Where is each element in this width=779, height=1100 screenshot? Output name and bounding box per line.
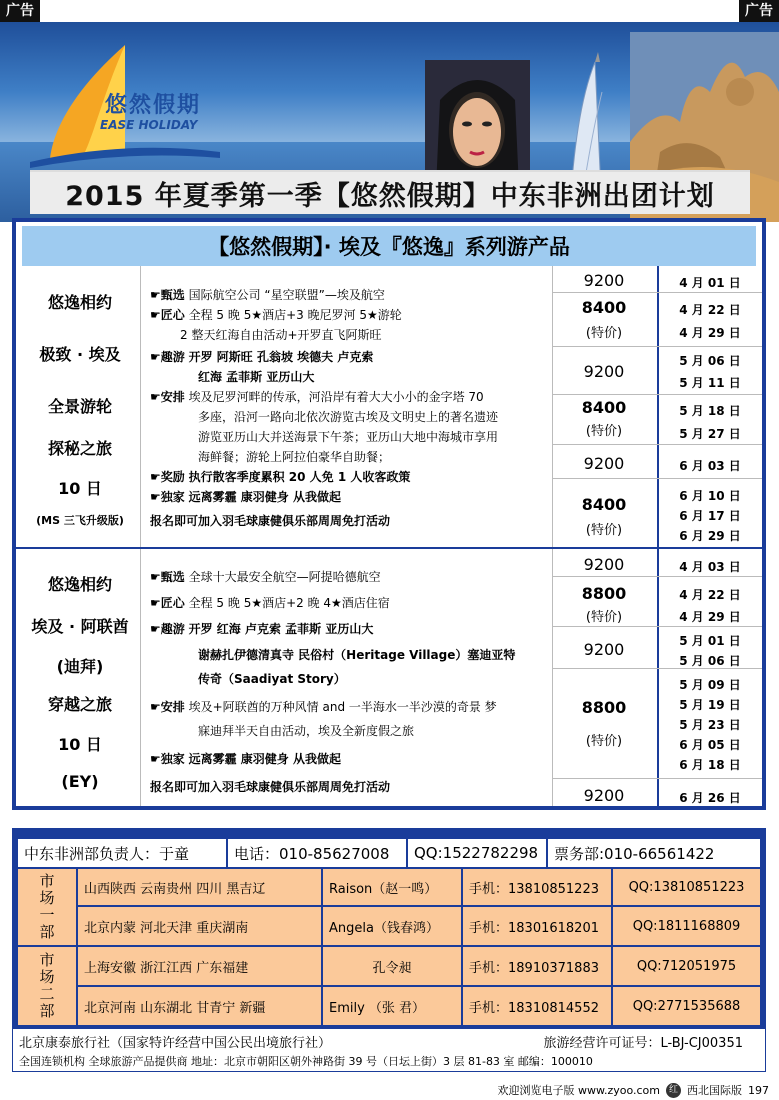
manager-info: 中东非洲部负责人：于童 xyxy=(17,838,227,868)
tour1-item: ☛匠心 全程 5 晚 5★酒店+3 晚尼罗河 5★游轮 xyxy=(150,308,402,322)
page-footer-info xyxy=(497,1082,769,1098)
tour1-item: 2 整天红海自由活动+开罗直飞阿斯旺 xyxy=(180,328,382,342)
price-note: (特价) xyxy=(585,523,623,538)
contact-name: 孔令昶 xyxy=(322,946,462,986)
contact-name: Emily （张 君） xyxy=(322,986,462,1026)
tour1-item: ☛奖励 执行散客季度累积 20 人免 1 人收客政策 xyxy=(150,470,411,484)
price-note: (特价) xyxy=(585,610,623,625)
contact-row xyxy=(77,946,761,986)
depart-date: 5 月 27 日 xyxy=(679,427,741,441)
agency-address: 全国连锁机构 全球旅游产品提供商 地址：北京市朝阳区朝外神路街 39 号（日坛上街）3 层 81-83 室 邮编：100010 xyxy=(19,1055,593,1068)
depart-date: 5 月 19 日 xyxy=(679,698,741,712)
price-value: 9200 xyxy=(583,786,625,805)
page-title: 2015 年夏季第一季【悠然假期】中东非洲出团计划 xyxy=(65,180,715,212)
price-note: (特价) xyxy=(585,424,623,439)
agency-name: 北京康泰旅行社（国家特许经营中国公民出境旅行社） xyxy=(19,1036,332,1051)
manager-qq: QQ:1522782298 xyxy=(407,838,547,868)
ticket-phone: 票务部:010-66561422 xyxy=(547,838,761,868)
contact-row xyxy=(77,986,761,1026)
tour2-name-3: (迪拜) xyxy=(56,657,104,676)
footer-site-text: 欢迎浏览电子版 www.zyoo.com xyxy=(497,1084,660,1097)
price-value: 8800 xyxy=(581,698,627,717)
tour1-name-3: 全景游轮 xyxy=(47,397,112,416)
tour1-name-6: (MS 三飞升级版) xyxy=(36,514,124,527)
tour2-item: 寐迪拜半天自由活动，埃及全新度假之旅 xyxy=(198,724,415,738)
badge-icon: 红 xyxy=(666,1083,681,1098)
price-value: 8800 xyxy=(581,584,627,603)
contact-mobile: 手机：18301618201 xyxy=(462,906,612,946)
tour1-item: ☛安排 埃及尼罗河畔的传承，河沿岸有着大大小小的金字塔 70 xyxy=(150,390,484,404)
price-value: 8400 xyxy=(581,298,627,317)
tour1-item: 红海 孟菲斯 亚历山大 xyxy=(198,370,315,384)
tour2-item: ☛独家 远离雾霾 康羽健身 从我做起 xyxy=(150,752,341,766)
product-panel-inner xyxy=(16,222,762,806)
depart-date: 4 月 03 日 xyxy=(679,560,741,574)
tour1-item: 海鲜餐；游轮上阿拉伯豪华自助餐； xyxy=(198,450,391,464)
product-header: 【悠然假期】· 埃及『悠逸』系列游产品 xyxy=(22,226,756,266)
footer-edition: 西北国际版 xyxy=(687,1084,742,1097)
row-line xyxy=(552,478,762,479)
col-divider xyxy=(140,266,141,806)
tour1-name-4: 探秘之旅 xyxy=(47,439,112,458)
tour1-item: ☛趣游 开罗 阿斯旺 孔翁坡 埃德夫 卢克索 xyxy=(150,350,374,364)
tour2-item: ☛趣游 开罗 红海 卢克索 孟菲斯 亚历山大 xyxy=(150,622,374,636)
contact-qq: QQ:2771535688 xyxy=(612,986,761,1026)
tour1-item: ☛甄选 国际航空公司 “星空联盟”—埃及航空 xyxy=(150,288,385,302)
contact-qq: QQ:13810851223 xyxy=(612,868,761,906)
page-number: 197 xyxy=(748,1083,769,1097)
tour2-item: 谢赫扎伊德清真寺 民俗村（Heritage Village）塞迪亚特 xyxy=(198,648,516,662)
price-note: (特价) xyxy=(585,326,623,341)
tour2-item: ☛安排 埃及+阿联酋的万种风情 and 一半海水一半沙漠的奇景 梦 xyxy=(150,700,497,714)
logo-text-cn: 悠然假期 xyxy=(105,93,202,118)
depart-date: 5 月 18 日 xyxy=(679,404,741,418)
tour2-item: ☛匠心 全程 5 晚 5★酒店+2 晚 4★酒店住宿 xyxy=(150,596,390,610)
contact-row xyxy=(77,906,761,946)
contact-mobile: 手机：18310814552 xyxy=(462,986,612,1026)
depart-date: 6 月 03 日 xyxy=(679,459,741,473)
tour1-name-1: 悠逸相约 xyxy=(47,293,112,312)
contact-region: 上海安徽 浙江江西 广东福建 xyxy=(77,946,322,986)
depart-date: 5 月 06 日 xyxy=(679,354,741,368)
page-footer xyxy=(0,1078,779,1100)
contact-mobile: 手机：13810851223 xyxy=(462,868,612,906)
depart-date: 6 月 17 日 xyxy=(679,509,741,523)
depart-date: 4 月 22 日 xyxy=(679,588,741,602)
depart-date: 4 月 01 日 xyxy=(679,276,741,290)
col-divider xyxy=(552,266,553,806)
depart-date: 5 月 01 日 xyxy=(679,634,741,648)
tour1-name-2: 极致 · 埃及 xyxy=(39,345,121,364)
depart-date: 6 月 10 日 xyxy=(679,489,741,503)
depart-date: 6 月 29 日 xyxy=(679,529,741,543)
ad-label-right: 广告 xyxy=(739,0,779,22)
price-value: 9200 xyxy=(583,454,625,473)
tour2-name-2: 埃及 · 阿联酋 xyxy=(31,617,129,636)
contact-region: 山西陕西 云南贵州 四川 黑吉辽 xyxy=(77,868,322,906)
contact-region: 北京河南 山东湖北 甘青宁 新疆 xyxy=(77,986,322,1026)
logo-text-en: EASE HOLIDAY xyxy=(100,118,198,132)
tour2-item: 报名即可加入羽毛球康健俱乐部周周免打活动 xyxy=(150,780,391,794)
row-line xyxy=(552,346,762,347)
contact-name: Angela（钱春鸿） xyxy=(322,906,462,946)
market-2-label: 市场二部 xyxy=(17,946,77,1026)
license-number: 旅游经营许可证号：L-BJ-CJ00351 xyxy=(543,1036,743,1051)
tour2-item: 传奇（Saadiyat Story） xyxy=(198,672,346,686)
contact-head-row xyxy=(17,838,761,868)
row-line xyxy=(552,778,762,779)
tour2-name-1: 悠逸相约 xyxy=(47,575,112,594)
price-value: 9200 xyxy=(583,640,625,659)
depart-date: 5 月 06 日 xyxy=(679,654,741,668)
contact-qq: QQ:1811168809 xyxy=(612,906,761,946)
price-value: 9200 xyxy=(583,271,625,290)
depart-date: 4 月 22 日 xyxy=(679,303,741,317)
row-line xyxy=(552,292,762,293)
row-line xyxy=(552,626,762,627)
row-line xyxy=(552,444,762,445)
ad-label-left: 广告 xyxy=(0,0,40,22)
product-panel xyxy=(12,218,766,810)
depart-date: 4 月 29 日 xyxy=(679,610,741,624)
row-line xyxy=(552,576,762,577)
manager-phone: 电话：010-85627008 xyxy=(227,838,407,868)
tour1-item: 报名即可加入羽毛球康健俱乐部周周免打活动 xyxy=(150,514,391,528)
price-value: 8400 xyxy=(581,495,627,514)
contact-region: 北京内蒙 河北天津 重庆湖南 xyxy=(77,906,322,946)
depart-date: 4 月 29 日 xyxy=(679,326,741,340)
tour-divider xyxy=(16,547,762,549)
tour1-item: 多座，沿河一路向北依次游览古埃及文明史上的著名遗迹 xyxy=(198,410,499,424)
contact-name: Raison（赵一鸣） xyxy=(322,868,462,906)
tour2-item: ☛甄选 全球十大最安全航空—阿提哈德航空 xyxy=(150,570,381,584)
row-line xyxy=(552,394,762,395)
agency-footer xyxy=(12,1028,766,1072)
depart-date: 5 月 11 日 xyxy=(679,376,741,390)
price-value: 8400 xyxy=(581,398,627,417)
price-value: 9200 xyxy=(583,555,625,574)
col-divider xyxy=(657,266,659,806)
depart-date: 6 月 05 日 xyxy=(679,738,741,752)
contact-mobile: 手机：18910371883 xyxy=(462,946,612,986)
market-1-label: 市场一部 xyxy=(17,868,77,946)
tour2-name-5: 10 日 xyxy=(58,735,102,754)
tour2-name-6: (EY) xyxy=(61,772,99,791)
tour1-item: ☛独家 远离雾霾 康羽健身 从我做起 xyxy=(150,490,341,504)
page-title-bar xyxy=(30,170,750,214)
contact-qq: QQ:712051975 xyxy=(612,946,761,986)
tour2-name-4: 穿越之旅 xyxy=(47,695,112,714)
contact-row xyxy=(77,868,761,906)
tour1-item: 游览亚历山大并送海景下午茶；亚历山大地中海城市享用 xyxy=(198,430,499,444)
depart-date: 5 月 09 日 xyxy=(679,678,741,692)
depart-date: 6 月 18 日 xyxy=(679,758,741,772)
depart-date: 6 月 26 日 xyxy=(679,791,741,805)
price-value: 9200 xyxy=(583,362,625,381)
price-note: (特价) xyxy=(585,734,623,749)
tour1-name-5: 10 日 xyxy=(58,479,102,498)
depart-date: 5 月 23 日 xyxy=(679,718,741,732)
